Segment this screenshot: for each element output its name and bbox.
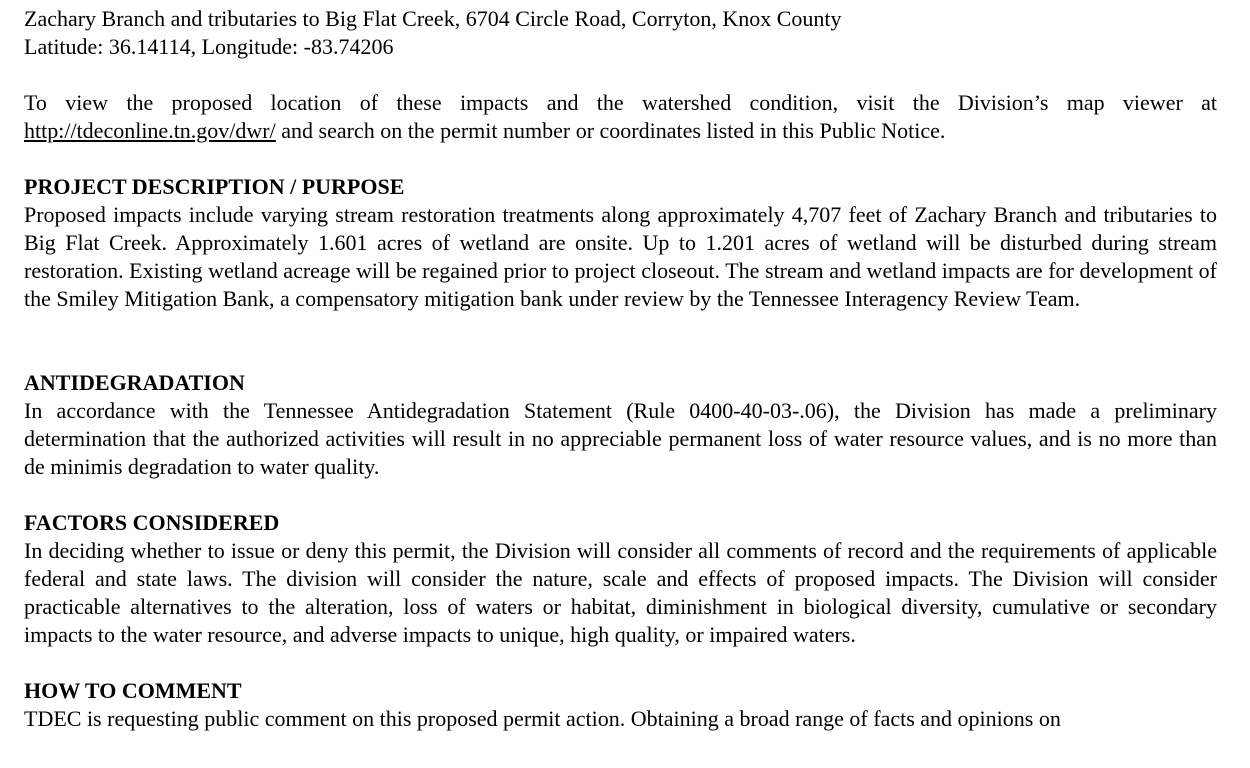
spacer: [24, 313, 1217, 369]
project-description-heading: PROJECT DESCRIPTION / PURPOSE: [24, 174, 405, 199]
map-viewer-text-before: To view the proposed location of these impacts and the watershed condition, visit the Division’s map viewer at: [24, 90, 1217, 115]
map-viewer-link[interactable]: http://tdeconline.tn.gov/dwr/: [24, 118, 276, 143]
project-description-body: Proposed impacts include varying stream restoration treatments along approximately 4,707 feet of Zachary Branch and tributaries to Big Flat Creek. Approximately 1.601 acres of wetland are onsite. Up to 1.201 acres of wetland will be disturbed during stream restoration. Existing wetland acreage will be regained prior to project closeout. The stream and wetland impacts are for development of the Smiley Mitigation Bank, a compensatory mitigation bank under review by the Tennessee Interagency Review Team.: [24, 202, 1217, 311]
factors-considered-body: In deciding whether to issue or deny this permit, the Division will consider all comments of record and the requirements of applicable federal and state laws. The division will consider the nature, scale and effects of proposed impacts. The Division will consider practicable alternatives to the alteration, loss of waters or habitat, diminishment in biological diversity, cumulative or secondary impacts to the water resource, and adverse impacts to unique, high quality, or impaired waters.: [24, 538, 1217, 647]
location-coordinates: Latitude: 36.14114, Longitude: -83.74206: [24, 34, 394, 59]
how-to-comment-body: TDEC is requesting public comment on this proposed permit action. Obtaining a broad range of facts and opinions on: [24, 706, 1061, 731]
map-viewer-text-after: and search on the permit number or coordinates listed in this Public Notice.: [275, 118, 946, 143]
map-viewer-paragraph: [24, 89, 1217, 145]
antidegradation-heading: ANTIDEGRADATION: [24, 370, 245, 395]
antidegradation-body: In accordance with the Tennessee Antidegradation Statement (Rule 0400-40-03-.06), the Division has made a preliminary determination that the authorized activities will result in no appreciable permanent loss of water resource values, and is no more than de minimis degradation to water quality.: [24, 398, 1217, 479]
spacer: [24, 649, 1217, 677]
spacer: [24, 61, 1217, 89]
factors-considered-heading: FACTORS CONSIDERED: [24, 510, 280, 535]
public-notice-page: [24, 5, 1217, 733]
how-to-comment-heading: HOW TO COMMENT: [24, 678, 242, 703]
spacer: [24, 481, 1217, 509]
spacer: [24, 145, 1217, 173]
location-address: Zachary Branch and tributaries to Big Flat Creek, 6704 Circle Road, Corryton, Knox County: [24, 6, 842, 31]
